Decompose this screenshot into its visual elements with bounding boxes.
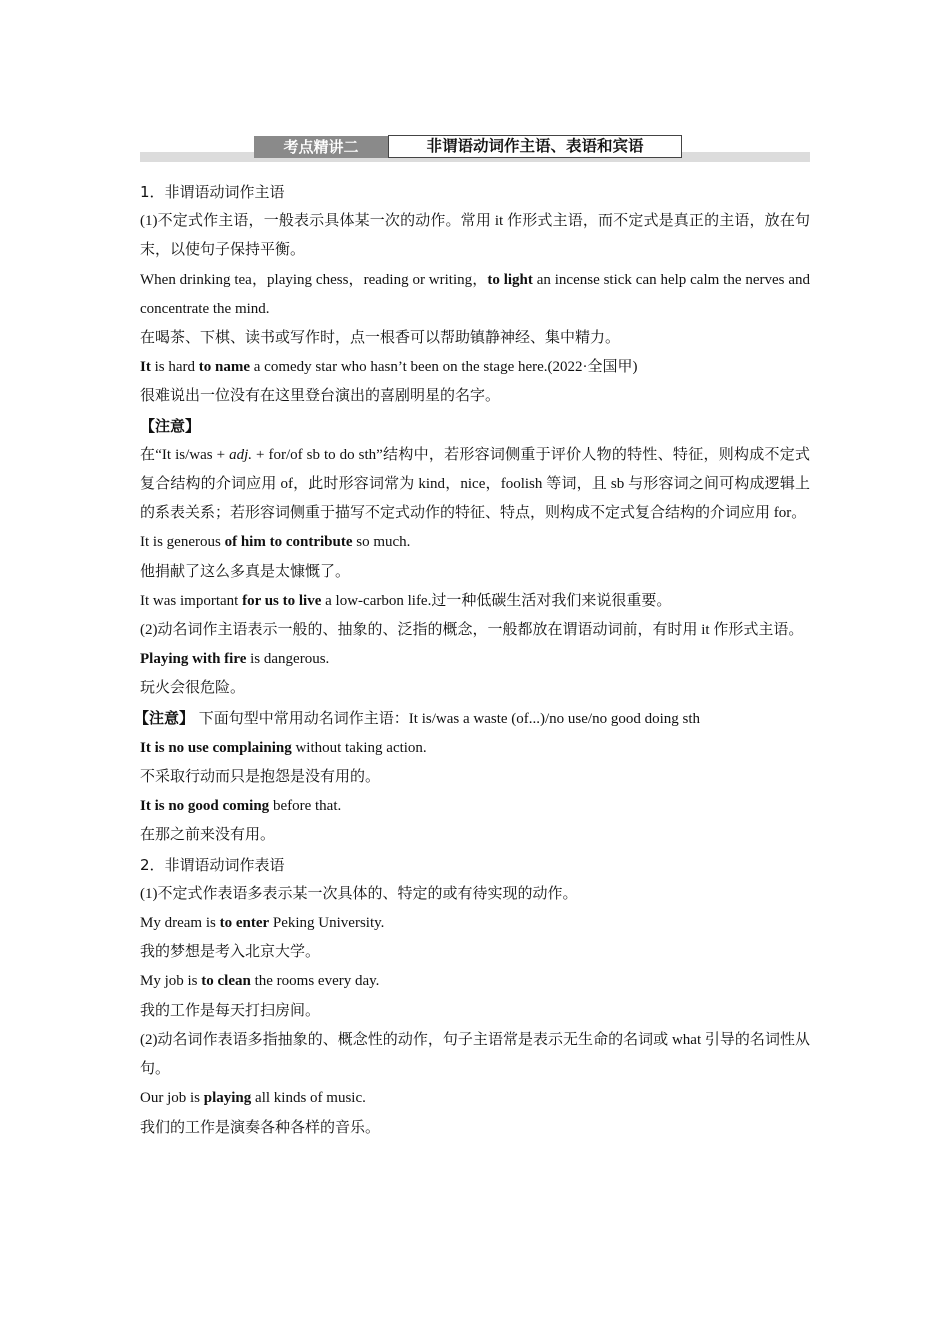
example-translation: 我们的工作是演奏各种各样的音乐。 — [140, 1119, 381, 1136]
example-translation: 不采取行动而只是抱怨是没有用的。 — [140, 769, 381, 786]
banner-tag-right: 非谓语动词作主语、表语和宾语 — [388, 135, 682, 158]
example-sentence: When drinking tea，playing chess，reading or writing，to light an incense stick can help calm the nerves and concentrate the mind. — [140, 271, 810, 317]
example-sentence: My dream is to enter Peking University. — [140, 915, 385, 932]
section-heading-subject: 1．非谓语动词作主语 — [140, 183, 285, 201]
note-label: 【注意】 — [140, 416, 201, 435]
banner-tag-left: 考点精讲二 — [254, 136, 388, 158]
example-translation: 很难说出一位没有在这里登台演出的喜剧明星的名字。 — [140, 388, 501, 405]
example-translation: 玩火会很危险。 — [140, 680, 246, 697]
example-sentence: My job is to clean the rooms every day. — [140, 973, 380, 990]
document-body — [134, 178, 810, 1143]
example-sentence: It is generous of him to contribute so much. — [140, 534, 411, 551]
note-paragraph: 在“It is/was + adj. + for/of sb to do sth”结构中，若形容词侧重于评价人物的特性、特征，则构成不定式复合结构的介词应用 of，此时形容词常为 kind，nice，foolish 等词，且 sb 与形容词之间可构成逻辑上的系表关系；若形容词侧重于描写不定式动作的特征、特点，则构成不定式复合结构的介词应用 for。 — [140, 446, 810, 522]
paragraph: (1)不定式作主语，一般表示具体某一次的动作。常用 it 作形式主语，而不定式是真正的主语，放在句末，以使句子保持平衡。 — [140, 213, 810, 259]
document-page — [134, 134, 810, 1143]
example-translation: 我的工作是每天打扫房间。 — [140, 1002, 321, 1019]
example-sentence: It is no good coming before that. — [140, 798, 342, 815]
example-translation: 在喝茶、下棋、读书或写作时，点一根香可以帮助镇静神经、集中精力。 — [140, 330, 621, 347]
example-sentence: It was important for us to live a low-carbon life.过一种低碳生活对我们来说很重要。 — [140, 592, 672, 609]
example-translation: 他捐献了这么多真是太慷慨了。 — [140, 563, 351, 580]
example-translation: 在那之前来没有用。 — [140, 827, 276, 844]
paragraph: (1)不定式作表语多表示某一次具体的、特定的或有待实现的动作。 — [140, 885, 578, 902]
example-sentence: It is no use complaining without taking action. — [140, 739, 427, 756]
example-sentence: It is hard to name a comedy star who hasn’t been on the stage here.(2022·全国甲) — [140, 359, 638, 376]
example-sentence: Our job is playing all kinds of music. — [140, 1090, 366, 1107]
example-translation: 我的梦想是考入北京大学。 — [140, 944, 321, 961]
section-banner — [140, 134, 810, 164]
paragraph: (2)动名词作主语表示一般的、抽象的、泛指的概念，一般都放在谓语动词前，有时用 it 作形式主语。 — [140, 622, 804, 639]
note-line: 【注意】 下面句型中常用动名词作主语：It is/was a waste (of...)/no use/no good doing sth — [134, 708, 701, 727]
section-heading-predicative: 2．非谓语动词作表语 — [140, 855, 285, 874]
paragraph: (2)动名词作表语多指抽象的、概念性的动作，句子主语常是表示无生命的名词或 what 引导的名词性从句。 — [140, 1031, 810, 1078]
example-sentence: Playing with fire is dangerous. — [140, 651, 330, 668]
